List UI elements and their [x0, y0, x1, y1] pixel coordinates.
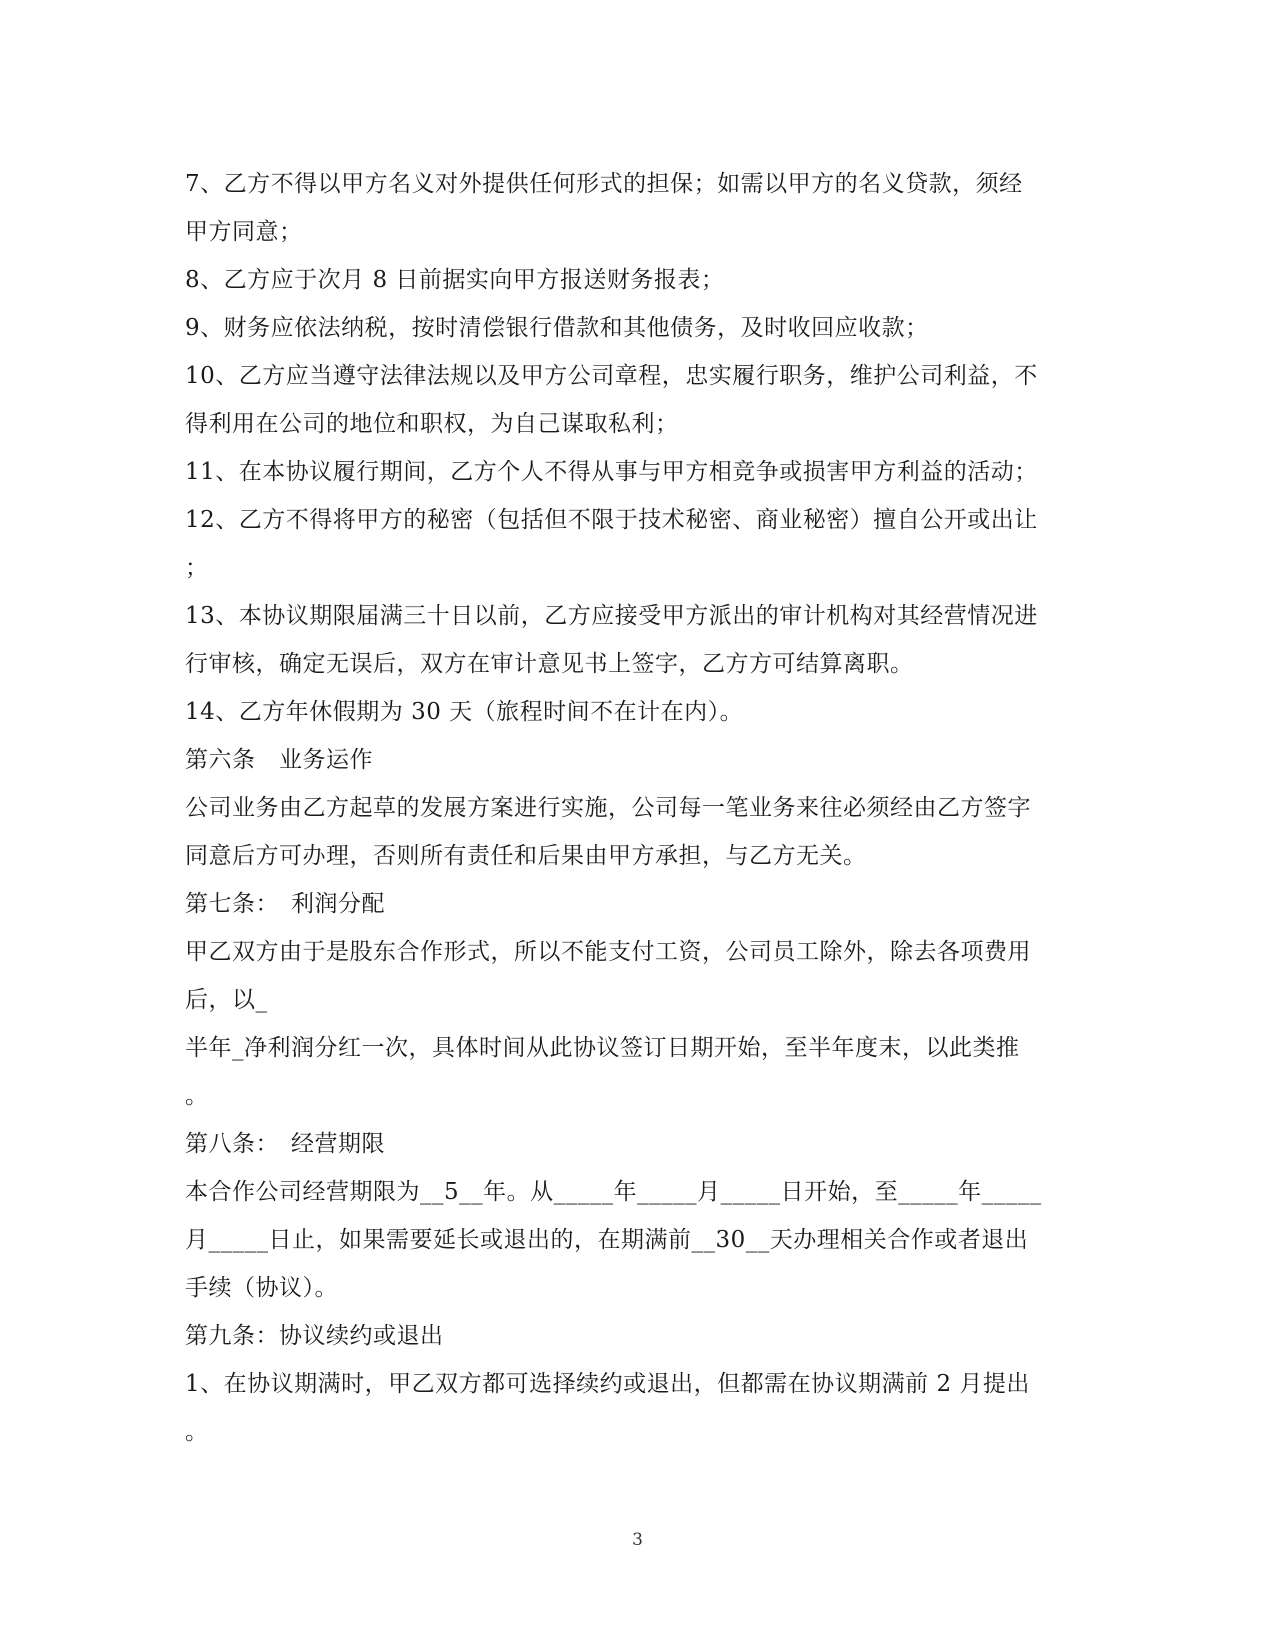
clause-10-line-2: 得利用在公司的地位和职权，为自己谋取私利； — [185, 411, 679, 437]
article-7-line-2: 后，以_ — [185, 987, 268, 1013]
article-9-heading: 第九条：协议续约或退出 — [185, 1323, 444, 1349]
article-9-line-1: 1、在协议期满时，甲乙双方都可选择续约或退出，但都需在协议期满前 2 月提出 — [185, 1371, 1030, 1397]
clause-7-line-1: 7、乙方不得以甲方名义对外提供任何形式的担保；如需以甲方的名义贷款，须经 — [185, 171, 1023, 197]
article-7-line-1: 甲乙双方由于是股东合作形式，所以不能支付工资，公司员工除外，除去各项费用 — [185, 939, 1031, 965]
clause-9-line: 9、财务应依法纳税，按时清偿银行借款和其他债务，及时收回应收款； — [185, 315, 929, 341]
clause-14-line: 14、乙方年休假期为 30 天（旅程时间不在计在内）。 — [185, 699, 744, 725]
clause-13-line-2: 行审核，确定无误后，双方在审计意见书上签字，乙方方可结算离职。 — [185, 651, 914, 677]
article-7-line-3: 半年_净利润分红一次，具体时间从此协议签订日期开始，至半年度末，以此类推 — [185, 1035, 1020, 1061]
clause-8-line: 8、乙方应于次月 8 日前据实向甲方报送财务报表； — [185, 267, 725, 293]
clause-12-line-1: 12、乙方不得将甲方的秘密（包括但不限于技术秘密、商业秘密）擅自公开或出让 — [185, 507, 1038, 533]
clause-13-line-1: 13、本协议期限届满三十日以前，乙方应接受甲方派出的审计机构对其经营情况进 — [185, 603, 1038, 629]
clause-10-line-1: 10、乙方应当遵守法律法规以及甲方公司章程，忠实履行职务，维护公司利益，不 — [185, 363, 1038, 389]
article-8-heading: 第八条： 经营期限 — [185, 1131, 385, 1157]
article-6-heading: 第六条 业务运作 — [185, 747, 373, 773]
article-6-line-1: 公司业务由乙方起草的发展方案进行实施，公司每一笔业务来往必须经由乙方签字 — [185, 795, 1031, 821]
clause-7-line-2: 甲方同意； — [185, 219, 303, 245]
article-9-line-2: 。 — [185, 1419, 209, 1445]
article-8-line-2: 月_____日止，如果需要延长或退出的，在期满前__30__天办理相关合作或者退出 — [185, 1227, 1029, 1253]
article-8-line-1: 本合作公司经营期限为__5__年。从_____年_____月_____日开始，至_____年_____ — [185, 1179, 1042, 1205]
article-7-line-4: 。 — [185, 1083, 209, 1109]
clause-11-line: 11、在本协议履行期间，乙方个人不得从事与甲方相竞争或损害甲方利益的活动； — [185, 459, 1038, 485]
page-number: 3 — [632, 1530, 643, 1550]
article-6-line-2: 同意后方可办理，否则所有责任和后果由甲方承担，与乙方无关。 — [185, 843, 867, 869]
clause-12-line-2: ； — [185, 555, 209, 581]
document-body — [185, 160, 1085, 1456]
article-7-heading: 第七条： 利润分配 — [185, 891, 385, 917]
article-8-line-3: 手续（协议）。 — [185, 1275, 338, 1301]
